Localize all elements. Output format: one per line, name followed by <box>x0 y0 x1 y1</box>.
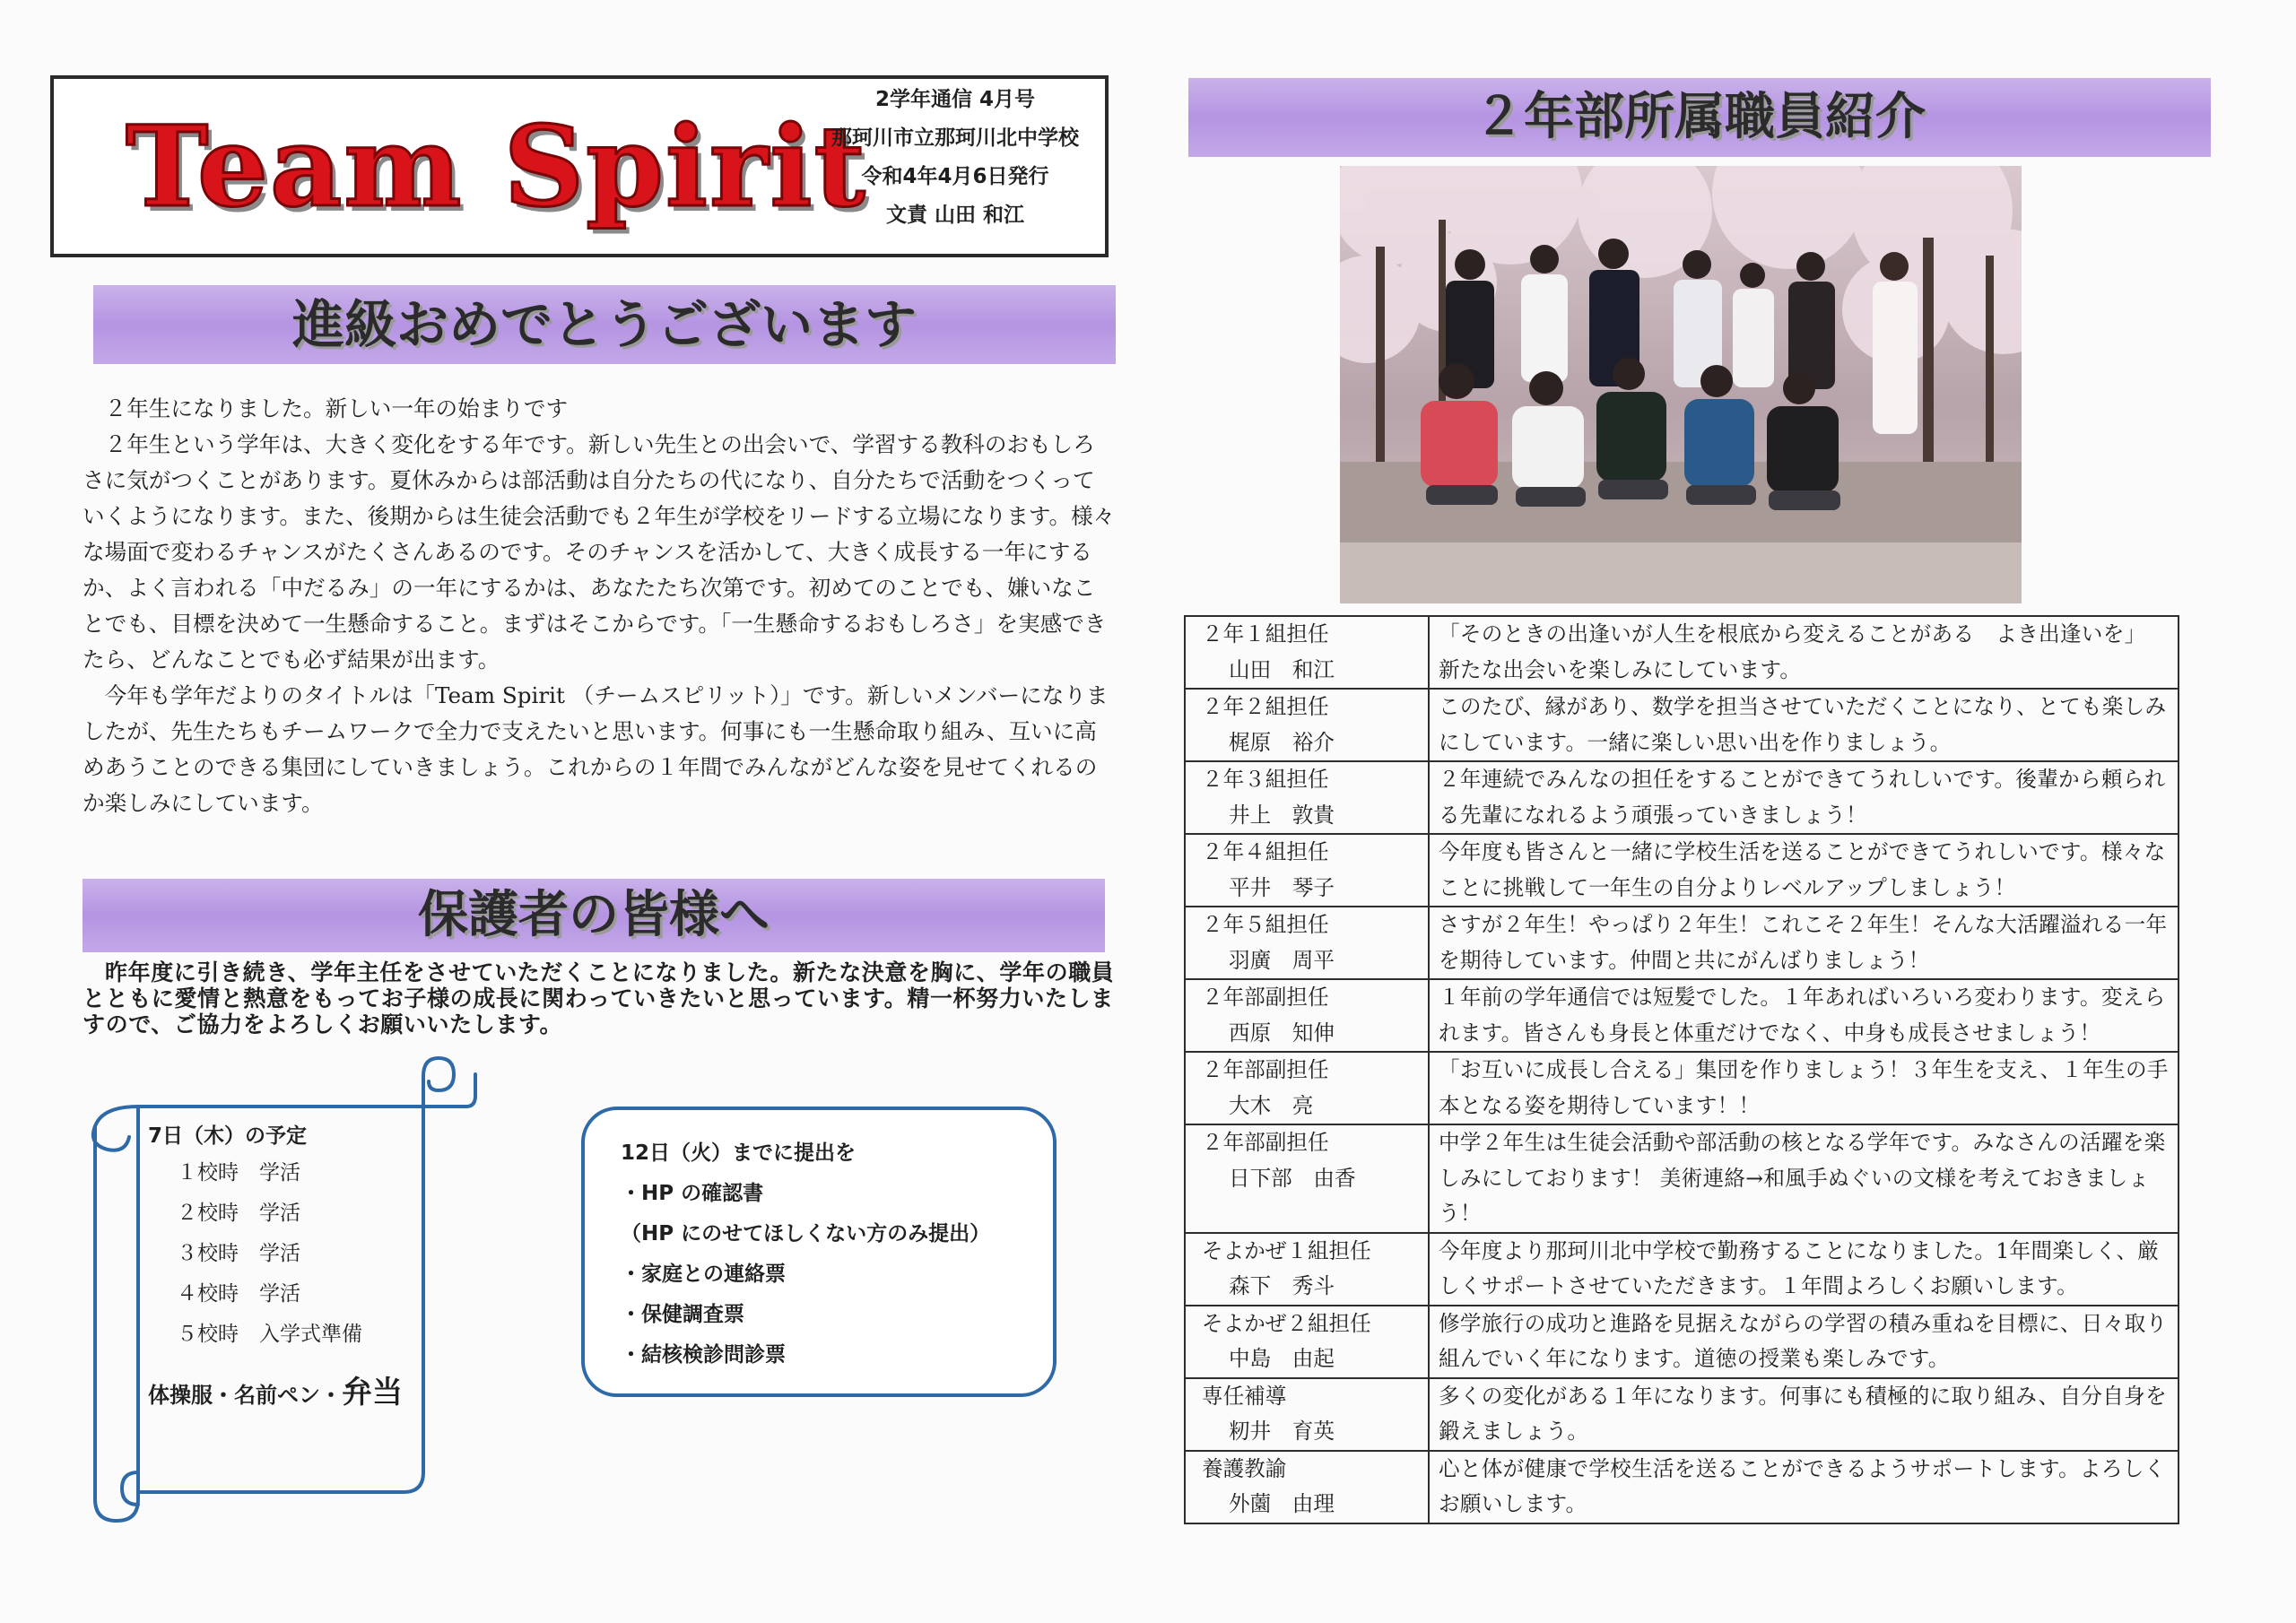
parents-message <box>83 959 1116 1037</box>
publish-date: 令和4年4月6日発行 <box>861 165 1049 188</box>
staff-message: 今年度も皆さんと一緒に学校生活を送ることができてうれしいです。様々なことに挑戦して一年生の自分よりレベルアップしましょう！ <box>1429 834 2179 907</box>
staff-row <box>1185 1306 2179 1378</box>
staff-name: 平井 琴子 <box>1229 874 1335 900</box>
staff-message: 心と体が健康で学校生活を送ることができるようサポートします。よろしくお願いします。 <box>1429 1451 2179 1523</box>
staff-row <box>1185 834 2179 907</box>
staff-message: 修学旅行の成功と進路を見据えながらの学習の積み重ねを目標に、日々取り組んでいく年になります。道徳の授業も楽しみです。 <box>1429 1306 2179 1378</box>
parents-paragraph: 昨年度に引き続き、学年主任をさせていただくことになりました。新たな決意を胸に、学年の職員とともに愛情と熱意をもってお子様の成長に関わっていきたいと思っています。精一杯努力いたしますので、ご協力をよろしくお願いいたします。 <box>83 959 1115 1037</box>
staff-role-cell <box>1185 1124 1429 1233</box>
staff-group-photo <box>1340 166 2022 603</box>
staff-role: 養護教諭 <box>1202 1455 1287 1481</box>
staff-role-cell <box>1185 1233 1429 1306</box>
intro-paragraph: 今年も学年だよりのタイトルは「Team Spirit （チームスピリット）」です。新しいメンバーになりましたが、先生たちもチームワークで全力で支えたいと思います。何事にも一生懸命取り組み、互いに高めあうことのできる集団にしていきましょう。これからの１年間でみんながどんな姿を見せてくれるのか楽しみにしています。 <box>83 682 1109 816</box>
schedule-period: ２校時 学活 <box>177 1202 300 1225</box>
staff-role-cell <box>1185 1052 1429 1124</box>
staff-role-cell <box>1185 979 1429 1052</box>
staff-message: このたび、縁があり、数学を担当させていただくことになり、とても楽しみにしています。一緒に楽しい思い出を作りましょう。 <box>1429 689 2179 761</box>
intro-paragraph: ２年生になりました。新しい一年の始まりです <box>104 395 569 421</box>
staff-row <box>1185 1378 2179 1451</box>
staff-row <box>1185 1451 2179 1523</box>
staff-role-cell <box>1185 1378 1429 1451</box>
staff-row <box>1185 1124 2179 1233</box>
staff-role: ２年４組担任 <box>1202 839 1329 864</box>
staff-role: ２年１組担任 <box>1202 621 1329 647</box>
intro-paragraph: ２年生という学年は、大きく変化をする年です。新しい先生との出会いで、学習する教科のおもしろさに気がつくことがあります。夏休みからは部活動は自分たちの代になり、自分たちで活動をつくっていくようになります。また、後期からは生徒会活動でも２年生が学校をリードする立場になります。様々な場面で変わるチャンスがたくさんあるのです。そのチャンスを活かして、大きく成長する一年にするか、よく言われる「中だるみ」の一年にするかは、あなたたち次第です。初めてのことでも、嫌いなことでも、目標を決めて一生懸命すること。まずはそこからです。「一生懸命するおもしろさ」を実感できたら、どんなことでも必ず結果が出ます。 <box>83 431 1116 673</box>
staff-role: 専任補導 <box>1202 1383 1287 1409</box>
staff-message: 今年度より那珂川北中学校で勤務することになりました。1年間楽しく、厳しくサポートさせていただきます。１年間よろしくお願いします。 <box>1429 1233 2179 1306</box>
schedule-period: ４校時 学活 <box>177 1282 300 1306</box>
submission-content <box>621 1133 1042 1376</box>
staff-name: 梶原 裕介 <box>1229 729 1335 755</box>
lunch-label: 弁当 <box>342 1375 403 1410</box>
staff-role: ２年部副担任 <box>1202 1057 1329 1082</box>
staff-role: ２年３組担任 <box>1202 767 1329 792</box>
schedule-title: 7日（木）の予定 <box>148 1124 308 1148</box>
staff-message: １年前の学年通信では短髪でした。１年あればいろいろ変わります。変えられます。皆さんも身長と体重だけでなく、中身も成長させましょう！ <box>1429 979 2179 1052</box>
submission-item: ・保健調査票 <box>621 1303 744 1326</box>
staff-message: 中学２年生は生徒会活動や部活動の核となる学年です。みなさんの活躍を楽しみにしております！ 美術連絡→和風手ぬぐいの文様を考えておきましょう！ <box>1429 1124 2179 1233</box>
schedule-period: ５校時 入学式準備 <box>177 1323 362 1346</box>
staff-name: 大木 亮 <box>1229 1092 1314 1118</box>
section1-heading: 進級おめでとうございます <box>93 285 1116 364</box>
section2-heading: 保護者の皆様へ <box>83 879 1105 952</box>
staff-role-cell <box>1185 834 1429 907</box>
staff-message: 「お互いに成長し合える」集団を作りましょう！３年生を支え、１年生の手本となる姿を期待しています！！ <box>1429 1052 2179 1124</box>
submission-item: ・家庭との連絡票 <box>621 1263 786 1286</box>
staff-name: 森下 秀斗 <box>1229 1273 1335 1298</box>
staff-role-cell <box>1185 616 1429 689</box>
staff-role-cell <box>1185 1451 1429 1523</box>
submission-item: ・結核検診問診票 <box>621 1343 786 1367</box>
staff-role-cell <box>1185 689 1429 761</box>
staff-role-cell <box>1185 761 1429 834</box>
staff-name: 西原 知伸 <box>1229 1020 1335 1046</box>
staff-row <box>1185 689 2179 761</box>
items-needed <box>148 1367 453 1411</box>
staff-message: 多くの変化がある１年になります。何事にも積極的に取り組み、自分自身を鍛えましょう。 <box>1429 1378 2179 1451</box>
items-needed-text: 体操服・名前ペン・ <box>148 1383 342 1408</box>
staff-name: 井上 敦貴 <box>1229 802 1335 828</box>
staff-message: ２年連続でみんなの担任をすることができてうれしいです。後輩から頼られる先輩になれるよう頑張っていきましょう！ <box>1429 761 2179 834</box>
staff-role: ２年部副担任 <box>1202 1130 1329 1155</box>
staff-role-cell <box>1185 907 1429 979</box>
staff-row <box>1185 616 2179 689</box>
staff-name: 籾井 育英 <box>1229 1419 1335 1444</box>
issue-label: 2学年通信 4月号 <box>874 88 1035 111</box>
staff-name: 山田 和江 <box>1229 656 1335 682</box>
school-name: 那珂川市立那珂川北中学校 <box>831 126 1079 150</box>
staff-role: ２年５組担任 <box>1202 912 1329 937</box>
intro-text <box>83 391 1116 821</box>
team-spirit-logo: Team Spirit <box>126 102 867 232</box>
staff-role: ２年２組担任 <box>1202 694 1329 719</box>
staff-row <box>1185 761 2179 834</box>
staff-role: ２年部副担任 <box>1202 985 1329 1010</box>
staff-role-cell <box>1185 1306 1429 1378</box>
staff-row <box>1185 1233 2179 1306</box>
submission-item: （HP にのせてほしくない方のみ提出） <box>621 1222 991 1245</box>
staff-role: そよかぜ２組担任 <box>1202 1310 1371 1336</box>
staff-row <box>1185 1052 2179 1124</box>
staff-table <box>1184 615 2179 1524</box>
author-line: 文責 山田 和江 <box>885 204 1024 227</box>
staff-name: 外薗 由理 <box>1229 1491 1335 1516</box>
staff-row <box>1185 907 2179 979</box>
submission-item: ・HP の確認書 <box>621 1182 764 1205</box>
staff-heading: ２年部所属職員紹介 <box>1188 78 2211 157</box>
header-info <box>807 81 1103 251</box>
submission-title: 12日（火）までに提出を <box>621 1141 857 1165</box>
staff-name: 中島 由起 <box>1229 1346 1335 1371</box>
staff-message: 「そのときの出逢いが人生を根底から変えることがある よき出逢いを」 新たな出会いを楽しみにしています。 <box>1429 616 2179 689</box>
staff-name: 羽廣 周平 <box>1229 947 1335 973</box>
staff-name: 日下部 由香 <box>1229 1165 1356 1191</box>
staff-message: さすが２年生！やっぱり２年生！これこそ２年生！そんな大活躍溢れる一年を期待しています。仲間と共にがんばりましょう！ <box>1429 907 2179 979</box>
schedule-box <box>148 1123 453 1445</box>
schedule-period: ３校時 学活 <box>177 1242 300 1265</box>
staff-role: そよかぜ１組担任 <box>1202 1237 1371 1263</box>
schedule-period: １校時 学活 <box>177 1161 300 1185</box>
staff-row <box>1185 979 2179 1052</box>
